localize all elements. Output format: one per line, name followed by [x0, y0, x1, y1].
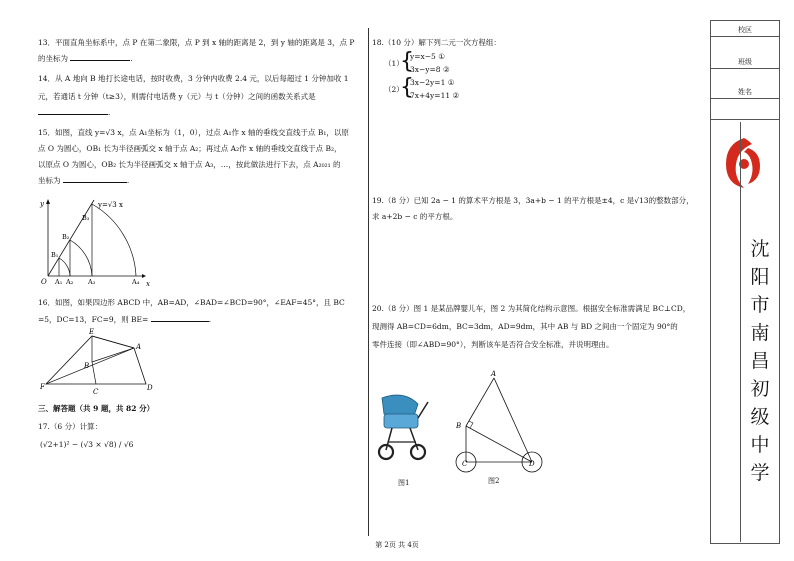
stroller-handle	[418, 402, 428, 418]
stroller-wheel-back	[411, 445, 425, 459]
name-field-line	[711, 98, 779, 99]
fig2-caption: 图2	[488, 477, 500, 485]
q16-line1: 16．如图，如果四边形 ABCD 中，AB=AD，∠BAD=∠BCD=90°，∠EAF=45°，且 BC	[38, 298, 345, 307]
q19-line2: 求 a+2b − c 的平方根。	[372, 212, 458, 221]
fig15-diagram	[38, 196, 158, 288]
section3-heading: 三、解答题（共 9 题，共 82 分）	[38, 404, 155, 413]
q19-line1: 19.（8 分）已知 2a − 1 的算术平方根是 3，3a+b − 1 的平方根是±4，c 是√13的整数部分，	[372, 196, 694, 205]
fig16-point-d: D	[147, 384, 153, 392]
fig15-origin-label: O	[41, 278, 47, 286]
fig16-point-a: A	[136, 343, 142, 351]
stroller-wheel-front	[379, 445, 393, 459]
fig15-line	[48, 200, 94, 276]
fig15-arc1	[59, 258, 70, 276]
q20-line1: 20.（8 分）图 1 是某品牌婴儿车，图 2 为其简化结构示意图。根据安全标准需满足 BC⊥CD，	[372, 304, 691, 313]
fig20-diagram	[450, 370, 554, 474]
fig15-y-arrow	[46, 199, 50, 204]
q20-line3: 零件连接（即∠ABD=90°），判断该车是否符合安全标准，并说明理由。	[372, 340, 614, 349]
fig15-point-a1: A₁	[55, 278, 63, 286]
page-footer: 第 2页 共 4页	[375, 541, 419, 549]
class-field-label: 班级	[738, 58, 752, 66]
q18-sys1-brace: {	[400, 49, 414, 74]
fig15-point-b1: B₁	[51, 251, 59, 259]
class-field-line	[711, 68, 779, 69]
school-name-char-6: 初	[750, 378, 770, 400]
fig20-point-b: B	[456, 422, 462, 430]
q18-sys2-label: （2）	[384, 85, 404, 94]
school-name-panel	[740, 122, 779, 542]
campus-field-label: 校区	[738, 26, 752, 34]
fig16-point-f: F	[40, 383, 45, 391]
school-name-char-9: 学	[750, 462, 770, 484]
q16-line2: =5，DC=13，FC=9，则 BE= .	[38, 315, 212, 324]
q15-line3: 以原点 O 为圆心，OB₂ 长为半径画弧交 x 轴于点 A₃，…，按此做法进行下去，点 A₂₀₂₁ 的	[38, 160, 341, 169]
fig20-ad	[494, 378, 532, 462]
q14-answer-blank[interactable]	[38, 106, 108, 115]
fig20-point-c: C	[462, 460, 468, 468]
fig15-point-a2: A₂	[66, 278, 74, 286]
fig20-right-angle-mark	[469, 421, 473, 428]
name-field-label: 姓名	[738, 88, 752, 96]
school-name-char-3: 市	[750, 294, 770, 316]
q18-title: 18.（10 分）解下列二元一次方程组：	[372, 38, 501, 47]
school-name-char-8: 中	[750, 434, 770, 456]
school-name-char-7: 级	[750, 406, 770, 428]
q18-sys2-brace: {	[400, 75, 414, 100]
fig1-caption: 图1	[398, 479, 410, 487]
fig20-ab	[466, 378, 494, 426]
q15-line2: 点 O 为圆心，OB₁ 长为半径画弧交 x 轴于点 A₂；再过点 A₂作 x 轴的垂线交直线于点 B₂，	[38, 144, 342, 153]
q14-line1: 14．从 A 地向 B 地打长途电话，按时收费，3 分钟内收费 2.4 元，以后每超过 1 分钟加收 1	[38, 74, 349, 83]
q16-answer-blank[interactable]	[151, 313, 209, 322]
q14-line2: 元，若通话 t 分钟（t≥3），则需付电话费 y（元）与 t（分钟）之间的函数关系式是	[38, 92, 316, 101]
q18-sys1-label: （1）	[384, 59, 404, 68]
fig15-point-b2: B₂	[62, 233, 70, 241]
fig16-point-b: B	[84, 362, 90, 370]
q14-line3: .	[38, 106, 110, 119]
q15-line4: 坐标为 .	[38, 176, 130, 185]
fig15-point-a3: A₃	[88, 278, 96, 286]
q13-line2: 的坐标为 .	[38, 54, 133, 63]
campus-field-line	[711, 36, 779, 37]
fig15-x-label: x	[146, 280, 150, 288]
fig16-fa	[46, 348, 134, 384]
fig15-line-label: y=√3 x	[98, 201, 123, 209]
fig15-point-a4: A₄	[132, 278, 140, 286]
fig16-ea	[92, 336, 134, 348]
school-name-char-5: 昌	[750, 350, 770, 372]
fig15-x-arrow	[142, 274, 146, 278]
fig15-arc3	[92, 204, 136, 276]
fig20-bd	[466, 426, 532, 462]
q18-sys2-eq1: 3x−2y=1 ①	[410, 78, 455, 87]
q17-title: 17.（6 分）计算：	[38, 422, 103, 431]
school-name-char-1: 沈	[750, 238, 770, 260]
fig20-point-a: A	[491, 370, 497, 378]
fig20-point-d: D	[529, 460, 535, 468]
school-name-char-2: 阳	[750, 266, 770, 288]
q17-expression: (√2+1)² − (√3 × √8) / √6	[40, 440, 134, 449]
stroller-illustration	[374, 394, 432, 464]
fig15-point-b3: B₃	[82, 214, 90, 222]
fig16-ba	[92, 348, 134, 362]
stroller-bassinet	[384, 414, 418, 428]
fig15-arc2	[70, 240, 92, 276]
sidebar-divider	[711, 119, 779, 120]
school-name-char-4: 南	[750, 322, 770, 344]
fig15-y-label: y	[40, 200, 44, 208]
q20-line2: 现测得 AB=CD=6dm，BC=3dm，AD=9dm，其中 AB 与 BD 之间由一个固定为 90°的	[372, 322, 678, 331]
q16-prompt: =5，DC=13，FC=9，则 BE=	[38, 315, 149, 324]
q13-line1: 13．平面直角坐标系中，点 P 在第二象限，点 P 到 x 轴的距离是 2，到 y 轴的距离是 3，点 P	[38, 38, 355, 47]
fig16-quadrilateral	[46, 336, 146, 384]
q15-line1: 15．如图，直线 y=√3 x，点 A₁坐标为（1，0），过点 A₁作 x 轴的垂线交直线于点 B₁，以原	[38, 128, 349, 137]
fig16-point-e: E	[89, 328, 95, 336]
q18-sys1-eq2: 3x−y=8 ②	[410, 65, 450, 74]
q13-prompt: 的坐标为	[38, 54, 68, 63]
q18-sys1-eq1: y=x−5 ①	[410, 52, 445, 61]
stroller-canopy	[382, 395, 418, 416]
column-divider	[368, 28, 369, 536]
q13-answer-blank[interactable]	[70, 52, 130, 61]
q15-answer-blank[interactable]	[63, 174, 127, 183]
q18-sys2-eq2: 7x+4y=11 ②	[410, 91, 460, 100]
q15-prompt: 坐标为	[38, 176, 61, 185]
fig16-point-c: C	[93, 388, 99, 396]
fig16-diagram	[40, 328, 160, 398]
